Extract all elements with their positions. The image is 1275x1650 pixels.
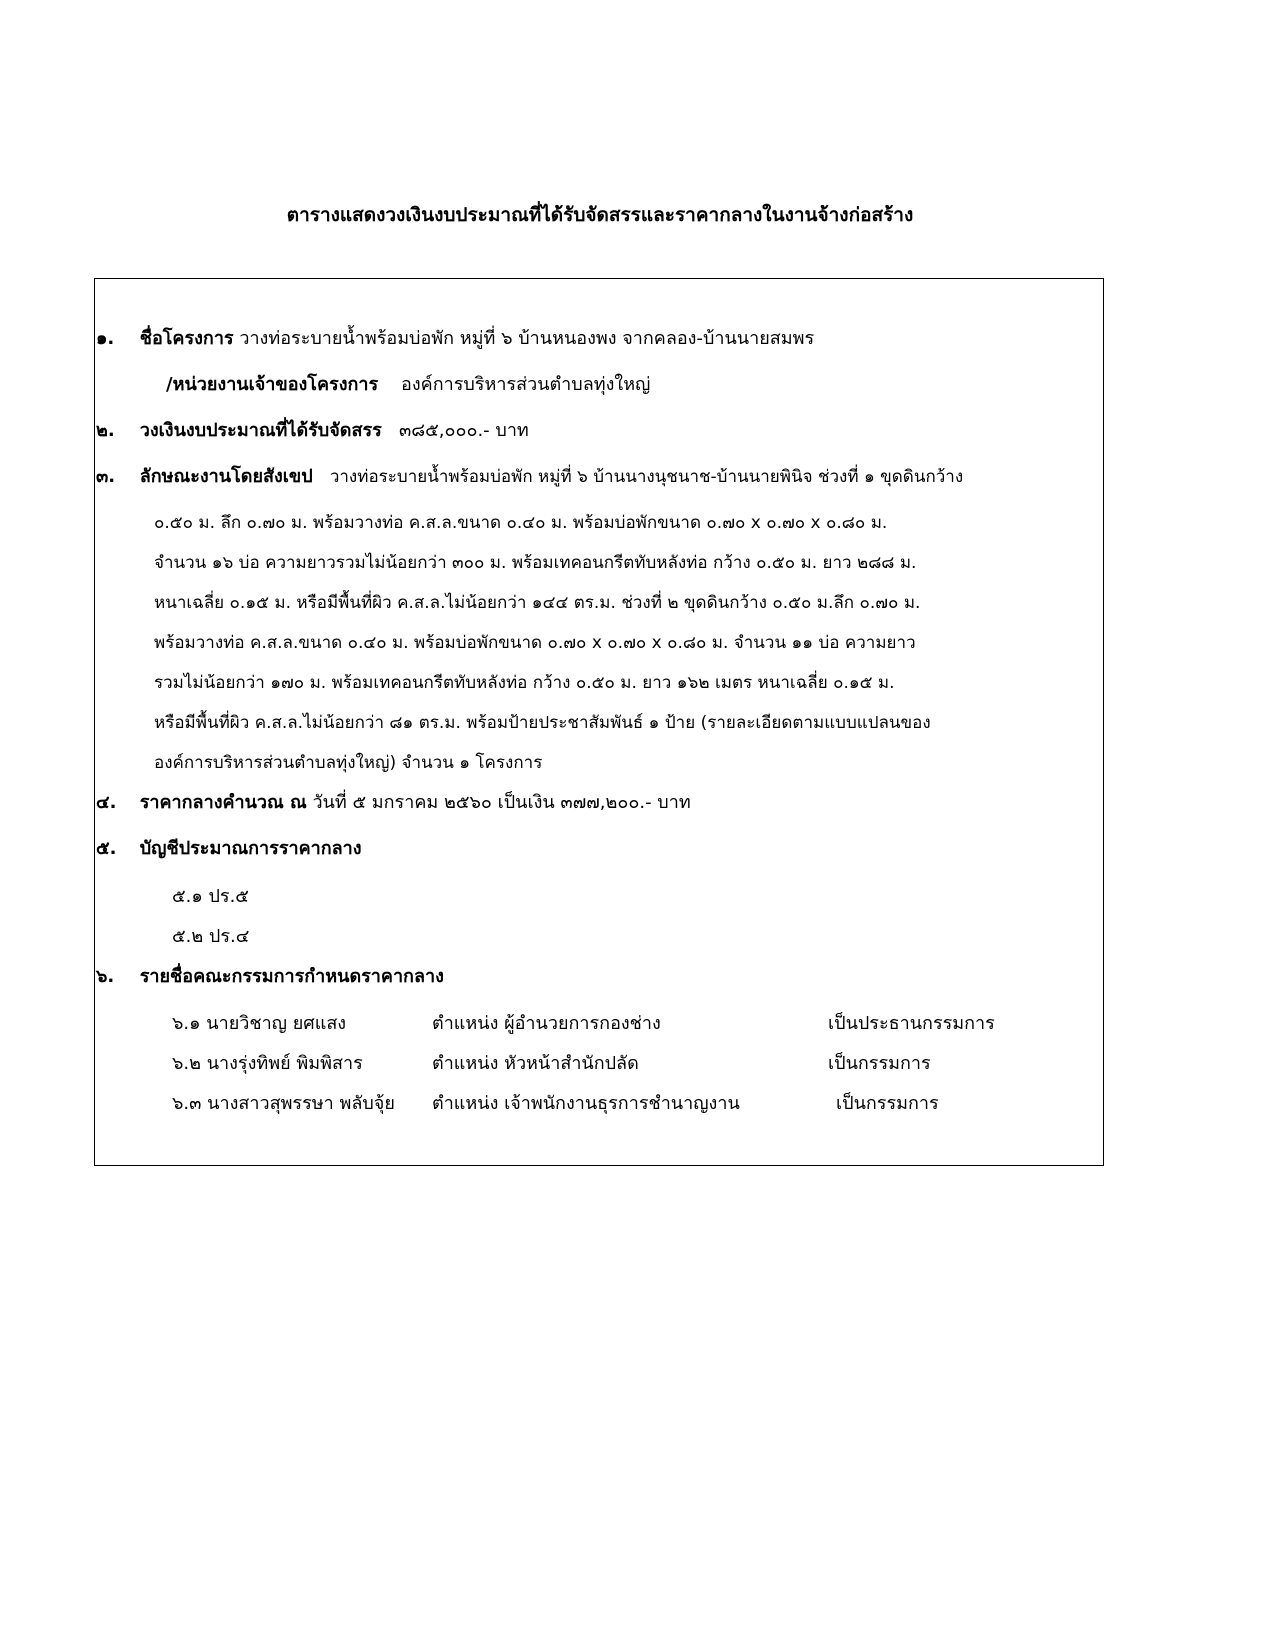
member-role: เป็นกรรมการ <box>836 1093 939 1114</box>
item-3-line: รวมไม่น้อยกว่า ๑๗๐ ม. พร้อมเทคอนกรีตทับหลังท่อ กว้าง ๐.๕๐ ม. ยาว ๑๖๒ เมตร หนาเฉลี่ย ๐.๑๕ ม. <box>154 673 895 693</box>
item-1-project-name <box>96 327 814 351</box>
item-5-estimate-list <box>96 837 362 861</box>
item-5-sub: ๕.๒ ปร.๔ <box>172 926 250 947</box>
item-2-label: วงเงินงบประมาณที่ได้รับจัดสรร <box>139 420 382 441</box>
member-name: ๖.๓ นางสาวสุพรรษา พลับจุ้ย <box>172 1093 395 1114</box>
member-position: ตำแหน่ง ผู้อำนวยการกองช่าง <box>432 1013 661 1034</box>
item-2-budget <box>96 419 529 443</box>
item-4-number: ๔. <box>96 792 117 813</box>
item-3-line: องค์การบริหารส่วนตำบลทุ่งใหญ่) จำนวน ๑ โครงการ <box>154 753 543 773</box>
item-4-label: ราคากลางคำนวณ ณ <box>139 792 307 813</box>
item-3-work-summary <box>96 465 963 489</box>
item-2-number: ๒. <box>96 420 115 441</box>
committee-member-row <box>0 1012 1100 1036</box>
member-name: ๖.๒ นางรุ่งทิพย์ พิมพิสาร <box>172 1053 363 1074</box>
item-1-sub-value: องค์การบริหารส่วนตำบลทุ่งใหญ่ <box>401 374 651 395</box>
item-2-value: ๓๘๕,๐๐๐.- บาท <box>398 420 529 441</box>
item-3-line: หรือมีพื้นที่ผิว ค.ส.ล.ไม่น้อยกว่า ๘๑ ตร.ม. พร้อมป้ายประชาสัมพันธ์ ๑ ป้าย (รายละเอียดตามแบบแปลนของ <box>154 713 931 733</box>
item-5-number: ๕. <box>96 838 117 859</box>
committee-member-row <box>0 1092 1100 1116</box>
member-role: เป็นกรรมการ <box>828 1053 931 1074</box>
item-4-value: วันที่ ๕ มกราคม ๒๕๖๐ เป็นเงิน ๓๗๗,๒๐๐.- บาท <box>312 792 691 813</box>
item-6-committee <box>96 965 444 989</box>
member-position: ตำแหน่ง เจ้าพนักงานธุรการชำนาญงาน <box>432 1093 740 1114</box>
item-6-label: รายชื่อคณะกรรมการกำหนดราคากลาง <box>139 966 444 987</box>
item-1-value: วางท่อระบายน้ำพร้อมบ่อพัก หมู่ที่ ๖ บ้านหนองพง จากคลอง-บ้านนายสมพร <box>239 328 815 349</box>
item-3-line: พร้อมวางท่อ ค.ส.ล.ขนาด ๐.๔๐ ม. พร้อมบ่อพักขนาด ๐.๗๐ x ๐.๗๐ x ๐.๘๐ ม. จำนวน ๑๑ บ่อ ความยาว <box>154 633 916 653</box>
item-1-label: ชื่อโครงการ <box>139 328 234 349</box>
item-1-sub-label: /หน่วยงานเจ้าของโครงการ <box>166 374 379 395</box>
item-5-sub: ๕.๑ ปร.๕ <box>172 886 249 907</box>
member-position: ตำแหน่ง หัวหน้าสำนักปลัด <box>432 1053 639 1074</box>
item-3-number: ๓. <box>96 466 116 487</box>
item-3-first-line: วางท่อระบายน้ำพร้อมบ่อพัก หมู่ที่ ๖ บ้านนางนุชนาช-บ้านนายพินิจ ช่วงที่ ๑ ขุดดินกว้าง <box>329 467 964 487</box>
item-4-median-price <box>96 791 691 815</box>
item-5-label: บัญชีประมาณการราคากลาง <box>139 838 362 859</box>
item-3-label: ลักษณะงานโดยสังเขป <box>139 466 313 487</box>
member-role: เป็นประธานกรรมการ <box>828 1013 995 1034</box>
item-3-line: หนาเฉลี่ย ๐.๑๕ ม. หรือมีพื้นที่ผิว ค.ส.ล.ไม่น้อยกว่า ๑๔๔ ตร.ม. ช่วงที่ ๒ ขุดดินกว้าง ๐.๕๐ ม.ลึก ๐.๗๐ ม. <box>154 593 921 613</box>
committee-member-row <box>0 1052 1100 1076</box>
item-3-line: จำนวน ๑๖ บ่อ ความยาวรวมไม่น้อยกว่า ๓๐๐ ม. พร้อมเทคอนกรีตทับหลังท่อ กว้าง ๐.๕๐ ม. ยาว ๒๘๘ ม. <box>154 553 917 573</box>
member-name: ๖.๑ นายวิชาญ ยศแสง <box>172 1013 347 1034</box>
item-1-number: ๑. <box>96 328 115 349</box>
item-3-line: ๐.๕๐ ม. ลึก ๐.๗๐ ม. พร้อมวางท่อ ค.ส.ล.ขนาด ๐.๔๐ ม. พร้อมบ่อพักขนาด ๐.๗๐ x ๐.๗๐ x ๐.๘๐ ม. <box>154 513 888 533</box>
document-title: ตารางแสดงวงเงินงบประมาณที่ได้รับจัดสรรและราคากลางในงานจ้างก่อสร้าง <box>286 204 914 226</box>
item-6-number: ๖. <box>96 966 115 987</box>
item-1-owner-agency <box>166 373 650 397</box>
